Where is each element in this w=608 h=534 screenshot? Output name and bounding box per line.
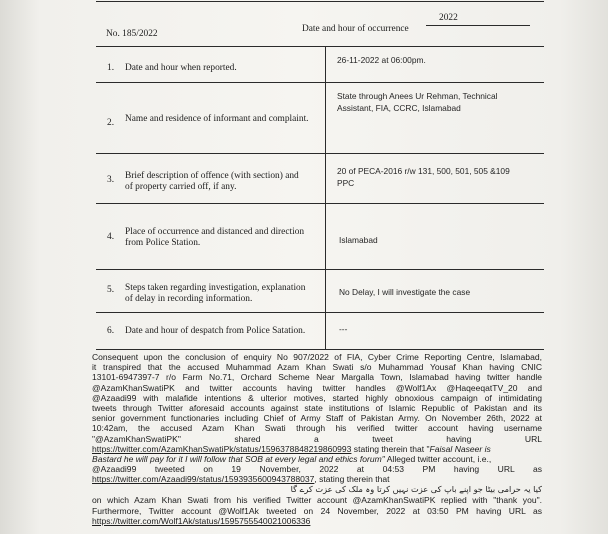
username-handle: "@AzamKhanSwatiPK" [92, 433, 181, 444]
narrative-paragraph [92, 352, 542, 526]
quoted-tweet-text: Bastard he will pay for it I will follow that SOB at every legal and ethics forum" [92, 453, 385, 464]
row-divider [96, 82, 544, 83]
word: 19 [231, 464, 241, 475]
narrative-line [92, 434, 542, 444]
word: a [314, 433, 319, 444]
word: 2022 [319, 464, 339, 475]
row-divider [96, 153, 544, 154]
row-value: PPC [337, 178, 355, 188]
row-label: of property carried off, if any. [125, 182, 237, 192]
tweet-url-link[interactable]: https://twitter.com/Azaadi99/status/1593935600943788037 [92, 474, 315, 485]
tweet-url-link[interactable]: https://twitter.com/Wolf1Ak/status/1595755540021006336 [92, 515, 311, 526]
row-value: Assistant, FIA, CCRC, Islamabad [337, 103, 461, 113]
word: @Azaadi99 [92, 464, 137, 475]
row-label: from Police Station. [125, 238, 201, 248]
row-number: 2. [107, 118, 115, 128]
column-divider [325, 46, 326, 350]
row-value: --- [339, 324, 348, 334]
narrative-line: Furthermore, Twitter account @Wolf1Ak tweeted on 24 November, 2022 at 03:50 PM having URL as [92, 505, 542, 516]
occurrence-year: 2022 [439, 13, 458, 23]
table-top-border [96, 46, 544, 47]
narrative-line: senior government functionaries including Chief of Army Staff of Pakistan Army. On November 26th, 2022 at [92, 413, 542, 424]
word: tweet [372, 433, 393, 444]
narrative-line [92, 464, 542, 474]
table-bottom-border [96, 349, 544, 350]
row-label: Brief description of offence (with section) and [125, 171, 299, 181]
narrative-text: Alleged twitter account, i.e., [384, 453, 492, 464]
word: having [446, 433, 472, 444]
row-value: 26-11-2022 at 06:00pm. [337, 55, 426, 65]
narrative-line: on which Azam Khan Swati from his verified Twitter account @AzamKhanSwatiPK replied with "thank you". [92, 495, 542, 506]
narrative-line [92, 454, 542, 464]
narrative-line: @Azaadi99 with malafide intentions & ulterior motives, started highly obnoxious campaign of intimidating [92, 392, 542, 403]
row-label: Steps taken regarding investigation, explanation [125, 283, 306, 293]
row-label: of delay in recording information. [125, 294, 253, 304]
narrative-text: , stating therein that [314, 474, 390, 485]
row-divider [96, 269, 544, 270]
row-label: Date and hour of despatch from Police Satation. [125, 326, 306, 336]
word: on [203, 464, 213, 475]
word: 04:53 [382, 464, 404, 475]
row-number: 3. [107, 175, 115, 185]
row-value: State through Anees Ur Rehman, Technical [337, 91, 498, 101]
row-divider [96, 203, 544, 204]
row-label: Date and hour when reported. [125, 63, 237, 73]
word: having [453, 464, 480, 475]
case-number: No. 185/2022 [106, 29, 158, 39]
narrative-line: tweets through Twitter aforesaid accounts against state institutions of Islamic Republic of Pakistan and its [92, 402, 542, 413]
narrative-line: Consequent upon the conclusion of enquiry No 907/2022 of FIA, Cyber Crime Reporting Centre, Islamabad, [92, 352, 542, 362]
word: November, [259, 464, 301, 475]
row-label: Name and residence of informant and complaint. [125, 114, 309, 124]
narrative-line: @AzamKhanSwatiPK and twitter accounts having twitter handles @Wolf1Ax @HaqeeqatTV_20 and [92, 382, 542, 393]
occurrence-underline [426, 25, 530, 26]
narrative-text: stating therein that " [351, 443, 430, 454]
row-number: 1. [107, 63, 115, 73]
row-number: 6. [107, 326, 115, 336]
row-number: 5. [107, 285, 115, 295]
word: tweeted [154, 464, 185, 475]
word: PM [422, 464, 436, 475]
word: at [356, 464, 365, 475]
row-value: Islamabad [339, 235, 378, 245]
word: URL [497, 464, 515, 475]
narrative-line [92, 516, 542, 526]
word: URL [524, 433, 542, 444]
row-number: 4. [107, 232, 115, 242]
narrative-line: it transpired that the accused Muhammad Azam Khan Swati s/o Muhammad Yousaf Khan having CNIC [92, 362, 542, 373]
word: shared [234, 433, 261, 444]
occurrence-label: Date and hour of occurrence [302, 24, 409, 34]
narrative-line [92, 474, 542, 484]
tweet-url-link[interactable]: https://twitter.com/AzamKhanSwatiPk/status/1596378848219860993 [92, 443, 352, 454]
row-value: 20 of PECA-2016 r/w 131, 500, 501, 505 &109 [337, 166, 510, 176]
top-rule [96, 1, 544, 2]
quoted-tweet-text: Faisal Naseer is [429, 443, 491, 454]
urdu-quoted-tweet: کیا یہ حرامی بیٹا جو اپنے باپ کی عزت نہیں کرتا وہ ملک کی عزت کرے گا [290, 484, 542, 495]
word: as [532, 464, 542, 475]
narrative-line: 10:42am, the accused Azam Khan Swati through his verified twitter account having username [92, 423, 542, 434]
row-divider [96, 312, 544, 313]
row-label: Place of occurrence and distanced and direction [125, 227, 305, 237]
narrative-line [92, 444, 542, 454]
row-value: No Delay, I will investigate the case [339, 287, 471, 297]
narrative-line: 13101-6947397-7 r/o Farm No.71, Orchard Scheme Near Margalla Town, Islamabad having twitter handle [92, 372, 542, 383]
